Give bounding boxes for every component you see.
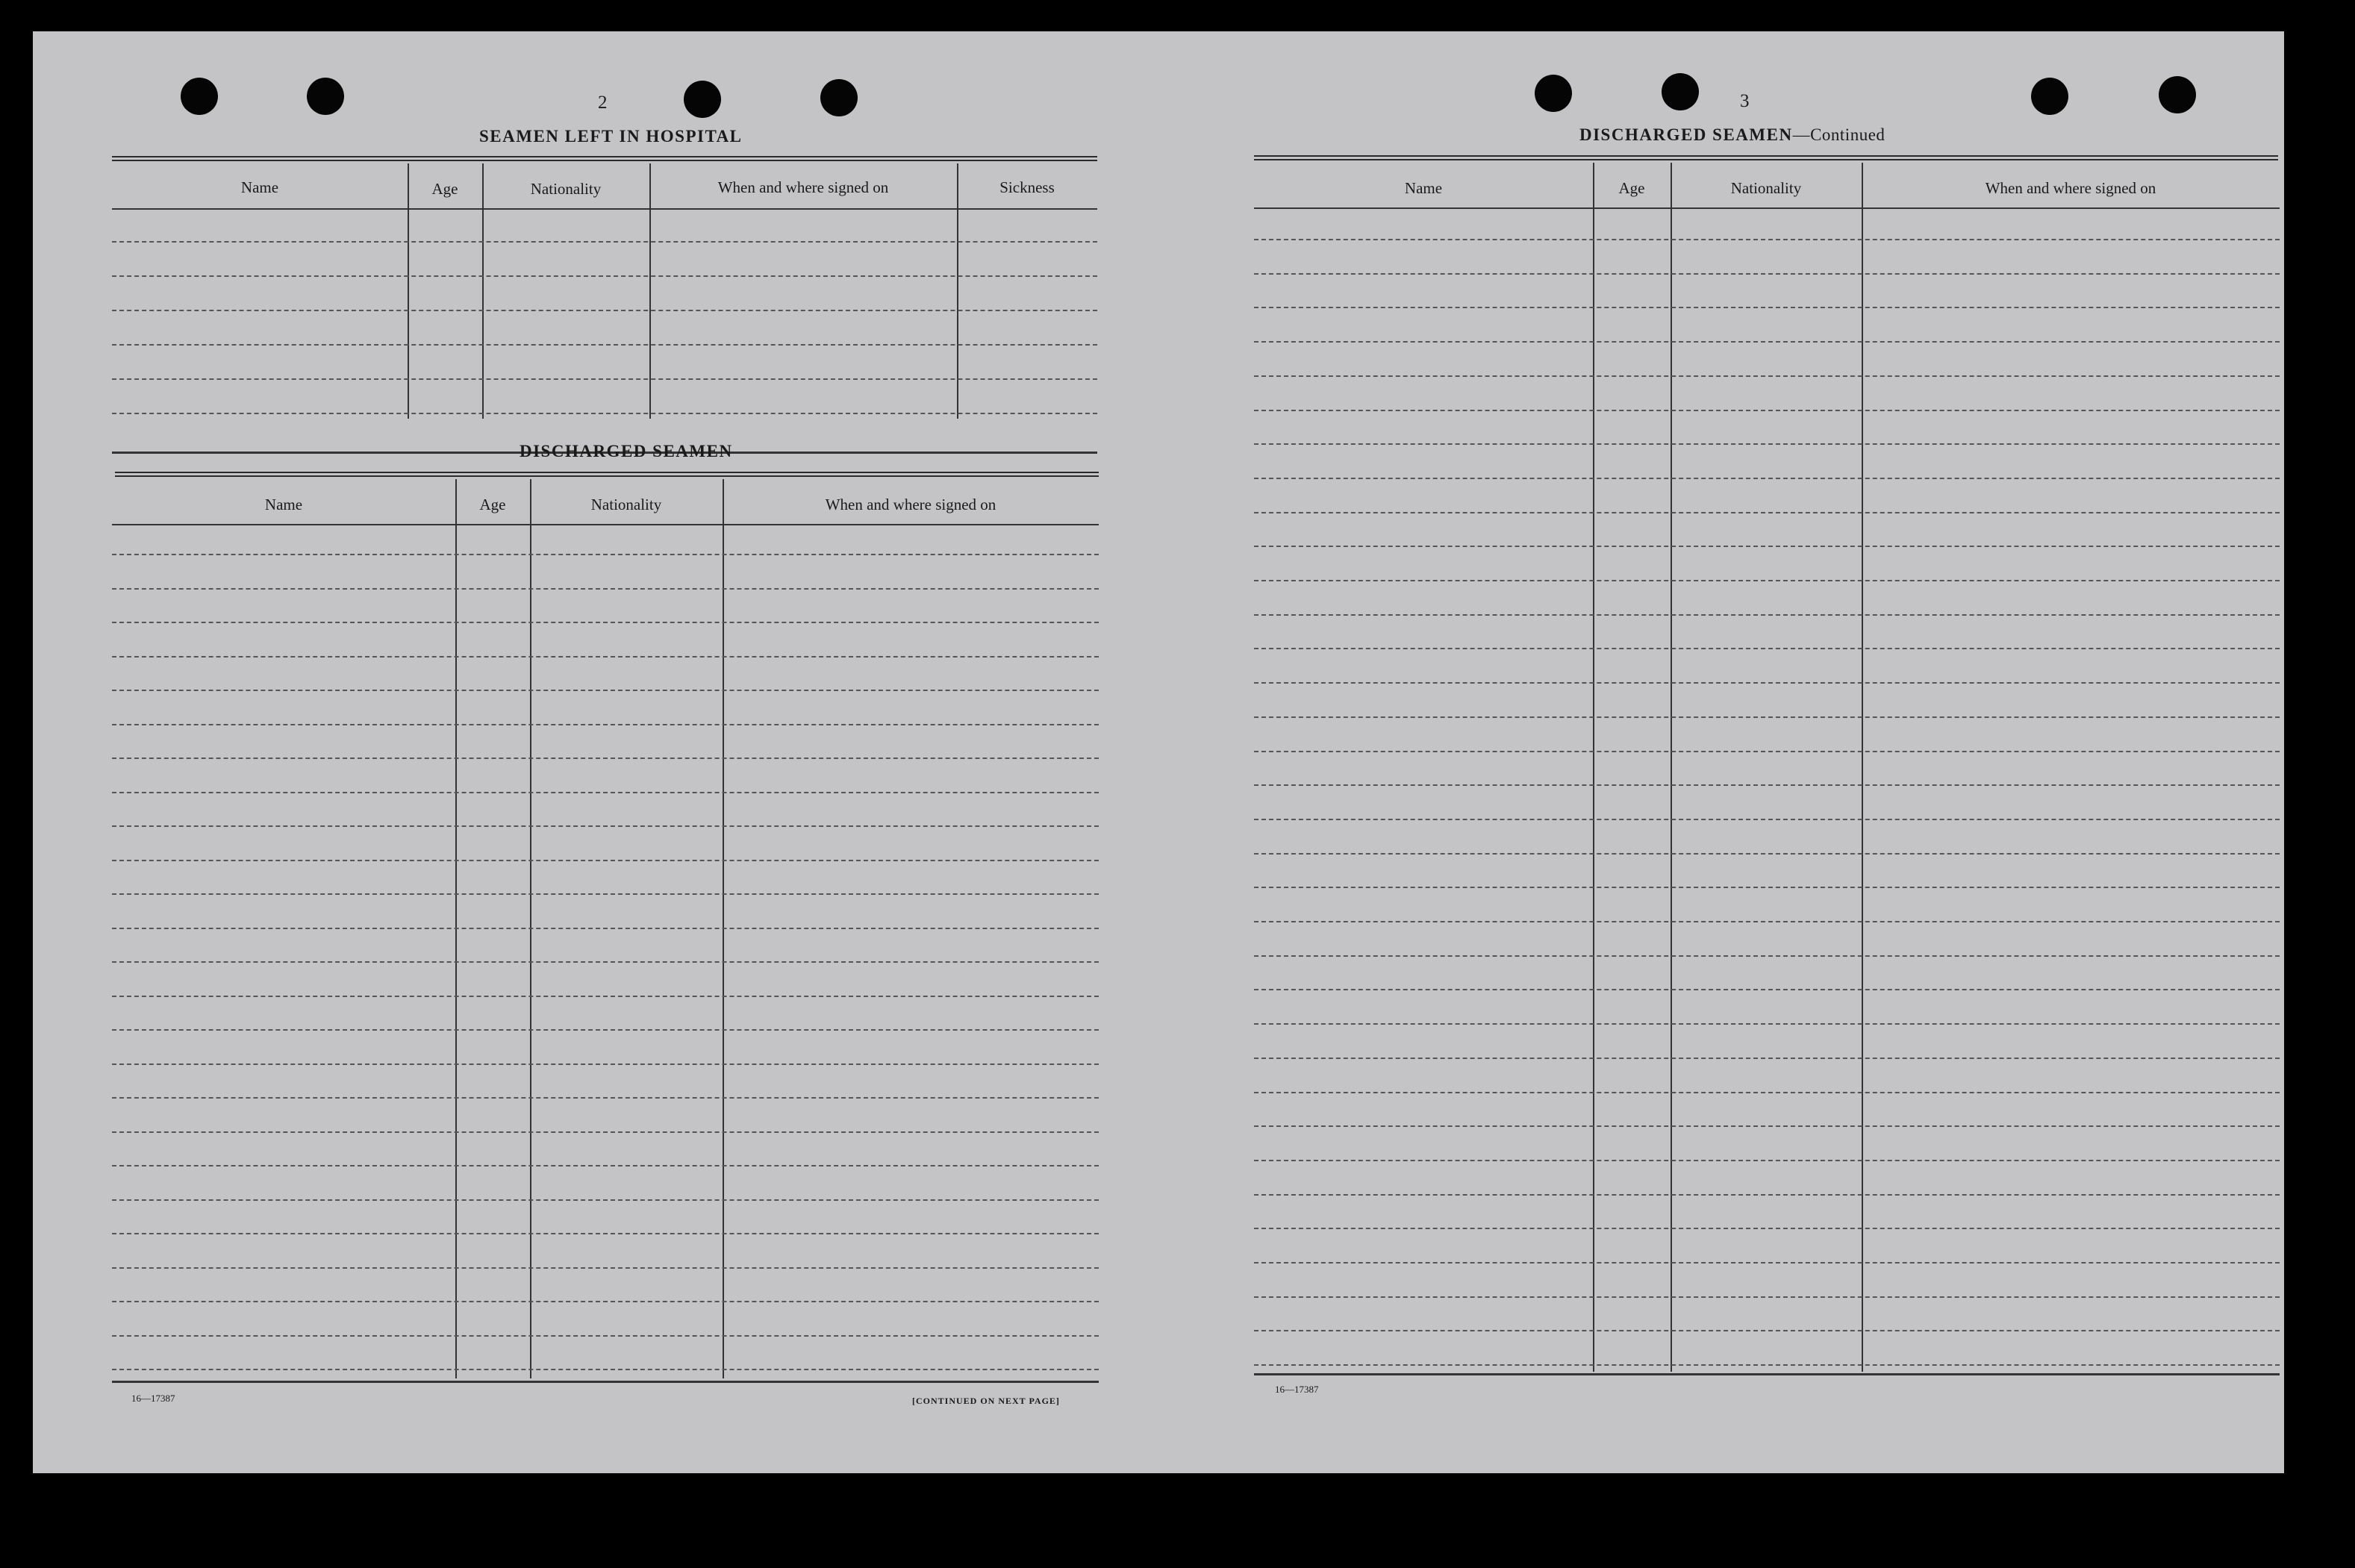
row-rule — [1254, 682, 2280, 684]
row-rule — [112, 1233, 1099, 1234]
row-rule — [1254, 1092, 2280, 1093]
column-header-nationality: Nationality — [1730, 179, 1802, 197]
row-rule — [1254, 955, 2280, 957]
row-rule — [112, 1063, 1099, 1065]
row-rule — [112, 893, 1099, 895]
row-rule — [112, 724, 1099, 725]
column-header-name: Name — [240, 178, 279, 196]
discharged-continued-title-text: DISCHARGED SEAMEN — [1579, 125, 1793, 144]
punch-hole — [2159, 76, 2196, 113]
hospital-top-rule — [112, 156, 1097, 161]
row-rule — [112, 1199, 1099, 1201]
row-rule — [1254, 478, 2280, 479]
row-rule — [1254, 887, 2280, 888]
row-rule — [1254, 512, 2280, 513]
hospital-section-title: SEAMEN LEFT IN HOSPITAL — [479, 127, 743, 146]
row-rule — [1254, 614, 2280, 616]
punch-hole — [307, 78, 344, 115]
punch-hole — [2031, 78, 2068, 115]
row-rule — [1254, 921, 2280, 922]
row-rule — [1254, 819, 2280, 820]
discharged-bottom-rule — [112, 1381, 1099, 1383]
row-rule — [112, 1301, 1099, 1302]
column-header-sickness: Sickness — [999, 178, 1055, 196]
row-rule — [1254, 989, 2280, 990]
row-rule — [1254, 716, 2280, 718]
row-rule — [112, 275, 1097, 277]
column-header-signed-on: When and where signed on — [825, 496, 996, 513]
row-rule — [1254, 307, 2280, 308]
page-number-right: 3 — [1740, 91, 1750, 111]
column-divider — [723, 479, 724, 1378]
row-rule — [1254, 273, 2280, 275]
row-rule — [112, 622, 1099, 623]
row-rule — [1254, 1364, 2280, 1366]
row-rule — [112, 1097, 1099, 1099]
column-divider — [408, 163, 409, 419]
row-rule — [1254, 853, 2280, 855]
row-rule — [112, 792, 1099, 793]
row-rule — [112, 1335, 1099, 1337]
punch-hole — [181, 78, 218, 115]
row-rule — [112, 656, 1099, 658]
row-rule — [1254, 648, 2280, 649]
discharged-top-rule — [115, 472, 1099, 477]
punch-hole — [1535, 75, 1572, 112]
row-rule — [112, 996, 1099, 997]
column-header-name: Name — [264, 496, 303, 513]
row-rule — [112, 1029, 1099, 1031]
form-sheet — [33, 31, 2284, 1473]
row-rule — [112, 310, 1097, 311]
row-rule — [1254, 784, 2280, 786]
row-rule — [1254, 1296, 2280, 1298]
continued-note: [CONTINUED ON NEXT PAGE] — [912, 1396, 1060, 1406]
column-divider — [455, 479, 457, 1378]
column-divider — [1671, 163, 1672, 1372]
row-rule — [112, 825, 1099, 827]
column-header-nationality: Nationality — [530, 180, 602, 198]
row-rule — [112, 344, 1097, 346]
row-rule — [1254, 1330, 2280, 1331]
discharged-table-left — [112, 479, 1099, 1378]
form-number-right: 16—17387 — [1275, 1384, 1319, 1395]
column-header-age: Age — [479, 496, 506, 513]
row-rule — [1254, 546, 2280, 547]
row-rule — [112, 378, 1097, 380]
row-rule — [112, 1267, 1099, 1269]
punch-hole — [684, 81, 721, 118]
row-rule — [1254, 239, 2280, 240]
column-header-signed-on: When and where signed on — [717, 178, 889, 196]
column-divider — [1862, 163, 1863, 1372]
punch-hole — [820, 79, 858, 116]
row-rule — [1254, 410, 2280, 411]
column-divider — [649, 163, 651, 419]
row-rule — [1254, 580, 2280, 581]
page-number-left: 2 — [598, 93, 608, 113]
row-rule — [1254, 1125, 2280, 1127]
column-header-nationality: Nationality — [590, 496, 662, 513]
column-header-age: Age — [431, 180, 458, 198]
row-rule — [1254, 341, 2280, 343]
row-rule — [1254, 443, 2280, 445]
discharged-table-right — [1254, 163, 2280, 1372]
row-rule — [1254, 1058, 2280, 1059]
row-rule — [1254, 751, 2280, 752]
column-header-name: Name — [1404, 179, 1443, 197]
row-rule — [112, 241, 1097, 243]
row-rule — [1254, 1262, 2280, 1264]
row-rule — [1254, 1023, 2280, 1025]
row-rule — [112, 1165, 1099, 1166]
row-rule — [112, 1131, 1099, 1133]
row-rule — [1254, 375, 2280, 377]
hospital-table — [112, 163, 1097, 419]
discharged-continued-title — [1579, 125, 1885, 145]
row-rule — [112, 928, 1099, 929]
row-rule — [112, 758, 1099, 759]
row-rule — [112, 690, 1099, 691]
column-divider — [530, 479, 531, 1378]
column-divider — [1593, 163, 1594, 1372]
row-rule — [112, 413, 1097, 414]
row-rule — [1254, 1194, 2280, 1196]
row-rule — [112, 588, 1099, 590]
column-header-signed-on: When and where signed on — [1985, 179, 2156, 197]
column-divider — [482, 163, 484, 419]
row-rule — [1254, 1160, 2280, 1161]
right-top-rule — [1254, 155, 2278, 160]
row-rule — [112, 860, 1099, 861]
right-bottom-rule — [1254, 1373, 2280, 1375]
column-divider — [957, 163, 958, 419]
punch-hole — [1662, 73, 1699, 110]
row-rule — [112, 554, 1099, 555]
row-rule — [112, 961, 1099, 963]
row-rule — [1254, 1228, 2280, 1229]
form-number-left: 16—17387 — [131, 1393, 175, 1404]
continued-suffix: —Continued — [1792, 125, 1885, 144]
column-header-age: Age — [1618, 179, 1645, 197]
discharged-section-title: DISCHARGED SEAMEN — [520, 442, 733, 460]
row-rule — [112, 1369, 1099, 1370]
